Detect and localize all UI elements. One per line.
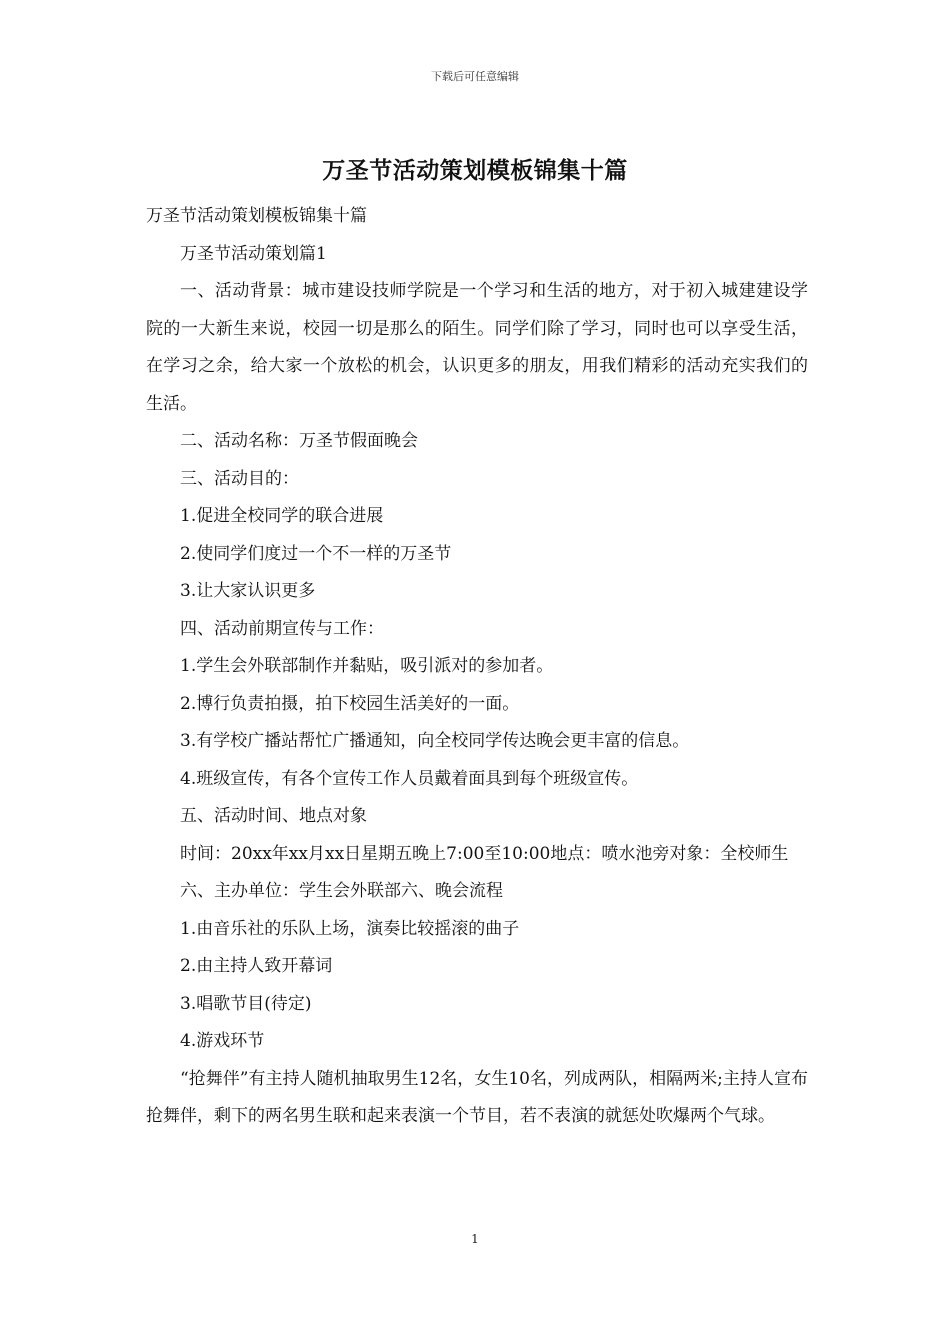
paragraph: 4.班级宣传，有各个宣传工作人员戴着面具到每个班级宣传。 — [180, 768, 639, 789]
paragraph: 4.游戏环节 — [180, 1031, 265, 1051]
paragraph: 1.学生会外联部制作并黏贴，吸引派对的参加者。 — [180, 656, 554, 676]
paragraph: 六、主办单位：学生会外联部六、晚会流程 — [180, 881, 503, 901]
paragraph: 2.由主持人致开幕词 — [180, 956, 333, 976]
paragraph: 3.有学校广播站帮忙广播通知，向全校同学传达晚会更丰富的信息。 — [180, 731, 690, 751]
paragraph: 1.促进全校同学的联合进展 — [180, 506, 384, 526]
paragraph: 2.使同学们度过一个不一样的万圣节 — [180, 543, 452, 564]
paragraph: 时间：20xx年xx月xx日星期五晚上7:00至10:00地点：喷水池旁对象：全校师生 — [180, 843, 789, 864]
paragraph: 3.唱歌节目(待定) — [180, 993, 312, 1014]
page-number: 1 — [471, 1232, 479, 1246]
paragraph: 四、活动前期宣传与工作： — [180, 618, 384, 639]
paragraph: 一、活动背景：城市建设技师学院是一个学习和生活的地方，对于初入城建建设学院的一大新生来说，校园一切是那么的陌生。同学们除了学习，同时也可以享受生活，在学习之余，给大家一个放松的机会，认识更多的朋友，用我们精彩的活动充实我们的生活。 — [146, 281, 808, 414]
paragraph: “抢舞伴”有主持人随机抽取男生12名，女生10名，列成两队，相隔两米;主持人宣布抢舞伴，剩下的两名男生联和起来表演一个节目，若不表演的就惩处吹爆两个气球。 — [146, 1068, 808, 1126]
paragraph: 五、活动时间、地点对象 — [180, 806, 367, 826]
paragraph: 2.博行负责拍摄，拍下校园生活美好的一面。 — [180, 693, 520, 714]
document-body — [146, 198, 808, 1136]
header-note: 下载后可任意编辑 — [431, 70, 519, 83]
paragraph: 万圣节活动策划模板锦集十篇 — [146, 206, 367, 226]
paragraph: 1.由音乐社的乐队上场，演奏比较摇滚的曲子 — [180, 918, 520, 939]
paragraph: 万圣节活动策划篇1 — [180, 243, 327, 264]
paragraph: 三、活动目的： — [180, 468, 299, 489]
document-title: 万圣节活动策划模板锦集十篇 — [322, 157, 628, 184]
paragraph: 3.让大家认识更多 — [180, 581, 316, 601]
paragraph: 二、活动名称：万圣节假面晚会 — [180, 431, 418, 451]
